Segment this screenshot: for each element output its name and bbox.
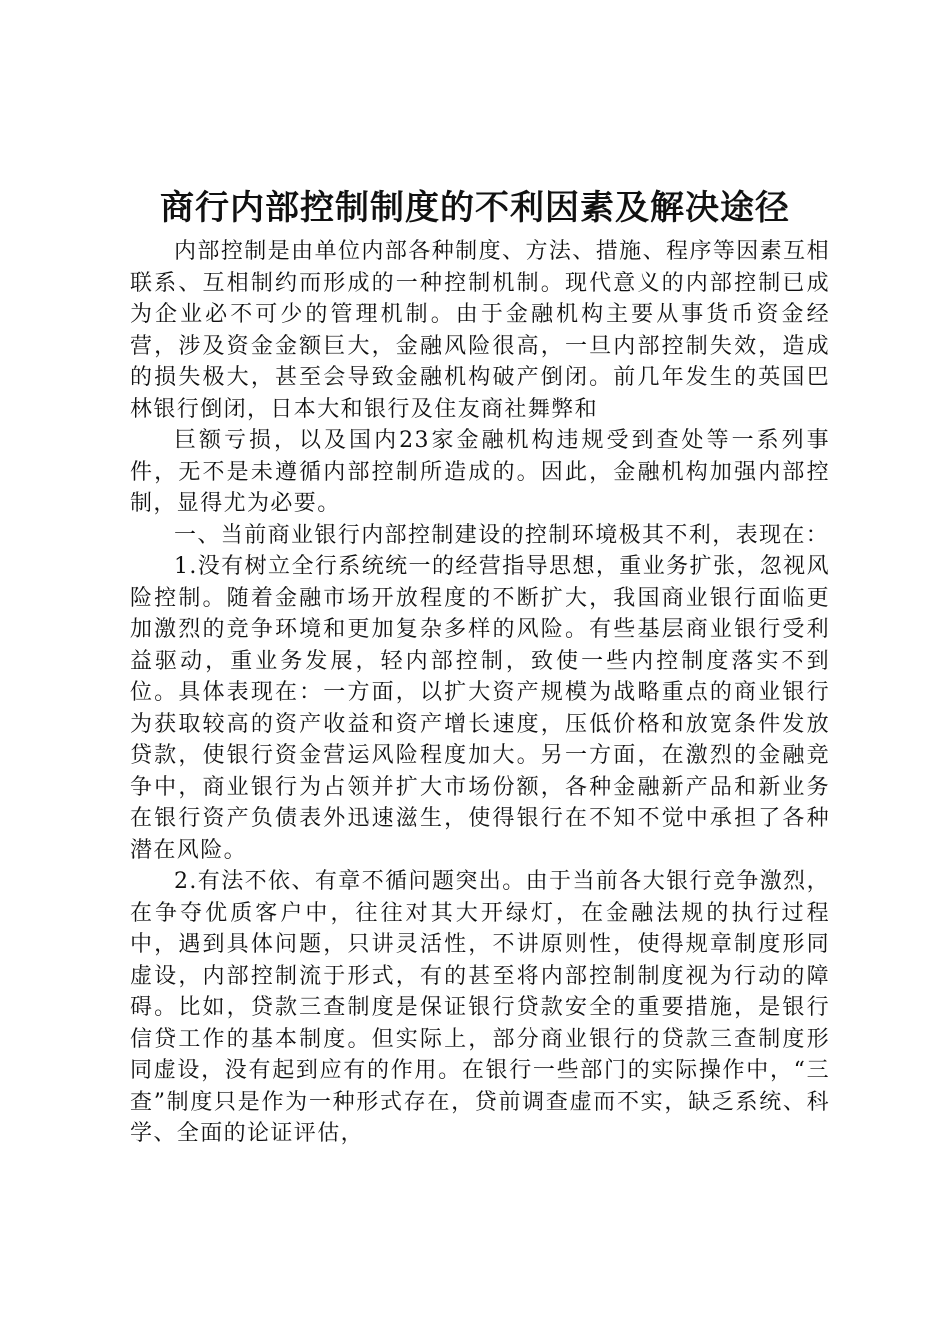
document-body <box>130 236 830 1150</box>
paragraph-point-1: 1.没有树立全行系统统一的经营指导思想，重业务扩张，忽视风险控制。随着金融市场开放程度的不断扩大，我国商业银行面临更加激烈的竞争环境和更加复杂多样的风险。有些基层商业银行受利益驱动，重业务发展，轻内部控制，致使一些内控制度落实不到位。具体表现在：一方面，以扩大资产规模为战略重点的商业银行为获取较高的资产收益和资产增长速度，压低价格和放宽条件发放贷款，使银行资金营运风险程度加大。另一方面，在激烈的金融竞争中，商业银行为占领并扩大市场份额，各种金融新产品和新业务在银行资产负债表外迅速滋生，使得银行在不知不觉中承担了各种潜在风险。 <box>130 554 830 863</box>
document-title: 商行内部控制制度的不利因素及解决途径 <box>160 188 790 228</box>
paragraph-intro: 内部控制是由单位内部各种制度、方法、措施、程序等因素互相联系、互相制约而形成的一种控制机制。现代意义的内部控制已成为企业必不可少的管理机制。由于金融机构主要从事货币资金经营，涉及资金金额巨大，金融风险很高，一旦内部控制失效，造成的损失极大，甚至会导致金融机构破产倒闭。前几年发生的英国巴林银行倒闭，日本大和银行及住友商社舞弊和 <box>130 239 830 422</box>
paragraph-intro-continued: 巨额亏损，以及国内23家金融机构违规受到查处等一系列事件，无不是未遵循内部控制所造成的。因此，金融机构加强内部控制，显得尤为必要。 <box>130 428 830 516</box>
paragraph-point-2: 2.有法不依、有章不循问题突出。由于当前各大银行竞争激烈，在争夺优质客户中，往往对其大开绿灯，在金融法规的执行过程中，遇到具体问题，只讲灵活性，不讲原则性，使得规章制度形同虚设，内部控制流于形式，有的甚至将内部控制制度视为行动的障碍。比如，贷款三查制度是保证银行贷款安全的重要措施，是银行信贷工作的基本制度。但实际上，部分商业银行的贷款三查制度形同虚设，没有起到应有的作用。在银行一些部门的实际操作中，“三查”制度只是作为一种形式存在，贷前调查虚而不实，缺乏系统、科学、全面的论证评估， <box>130 869 830 1146</box>
section-heading-1: 一、当前商业银行内部控制建设的控制环境极其不利，表现在： <box>174 522 830 548</box>
